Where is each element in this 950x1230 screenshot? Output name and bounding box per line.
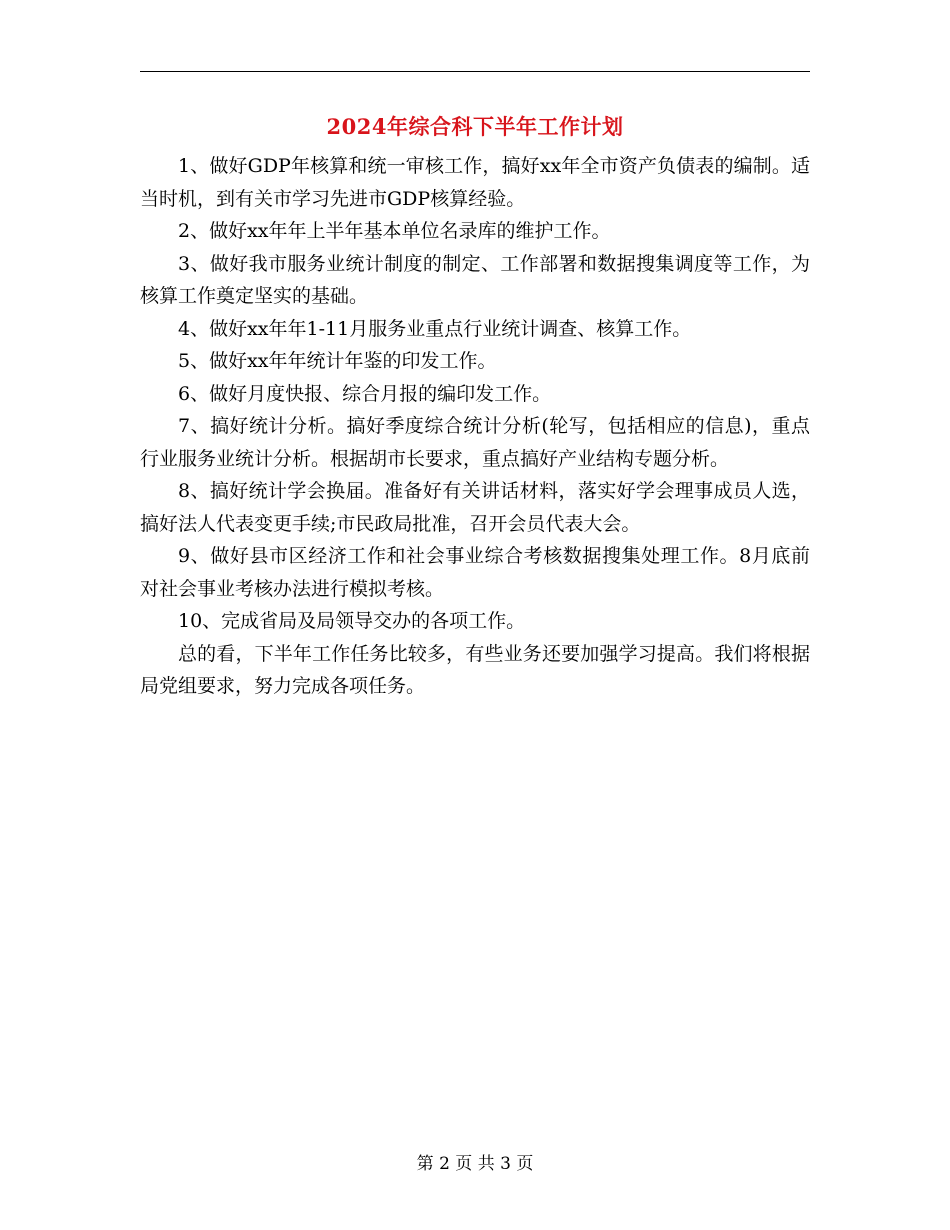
paragraph-item-9: 9、做好县市区经济工作和社会事业综合考核数据搜集处理工作。8月底前对社会事业考核办法进行模拟考核。 <box>140 545 810 600</box>
paragraph-item-1: 1、做好GDP年核算和统一审核工作，搞好xx年全市资产负债表的编制。适当时机，到有关市学习先进市GDP核算经验。 <box>140 155 810 210</box>
header-rule <box>140 71 810 72</box>
paragraph-item-8: 8、搞好统计学会换届。准备好有关讲话材料，落实好学会理事成员人选，搞好法人代表变更手续;市民政局批准，召开会员代表大会。 <box>140 480 810 535</box>
paragraph-item-10: 10、完成省局及局领导交办的各项工作。 <box>178 610 526 632</box>
document-body <box>140 150 810 703</box>
paragraph-item-6: 6、做好月度快报、综合月报的编印发工作。 <box>178 382 552 405</box>
paragraph-item-3: 3、做好我市服务业统计制度的制定、工作部署和数据搜集调度等工作，为核算工作奠定坚实的基础。 <box>140 252 810 307</box>
document-title: 2024年综合科下半年工作计划 <box>326 114 624 139</box>
paragraph-summary: 总的看，下半年工作任务比较多，有些业务还要加强学习提高。我们将根据局党组要求，努力完成各项任务。 <box>140 642 810 697</box>
paragraph-item-7: 7、搞好统计分析。搞好季度综合统计分析(轮写，包括相应的信息)，重点行业服务业统计分析。根据胡市长要求，重点搞好产业结构专题分析。 <box>140 415 810 470</box>
paragraph-item-4: 4、做好xx年年1-11月服务业重点行业统计调查、核算工作。 <box>178 317 692 340</box>
paragraph-item-5: 5、做好xx年年统计年鉴的印发工作。 <box>178 350 497 372</box>
paragraph-item-2: 2、做好xx年年上半年基本单位名录库的维护工作。 <box>178 220 611 242</box>
page-number: 第 2 页 共 3 页 <box>416 1154 534 1174</box>
